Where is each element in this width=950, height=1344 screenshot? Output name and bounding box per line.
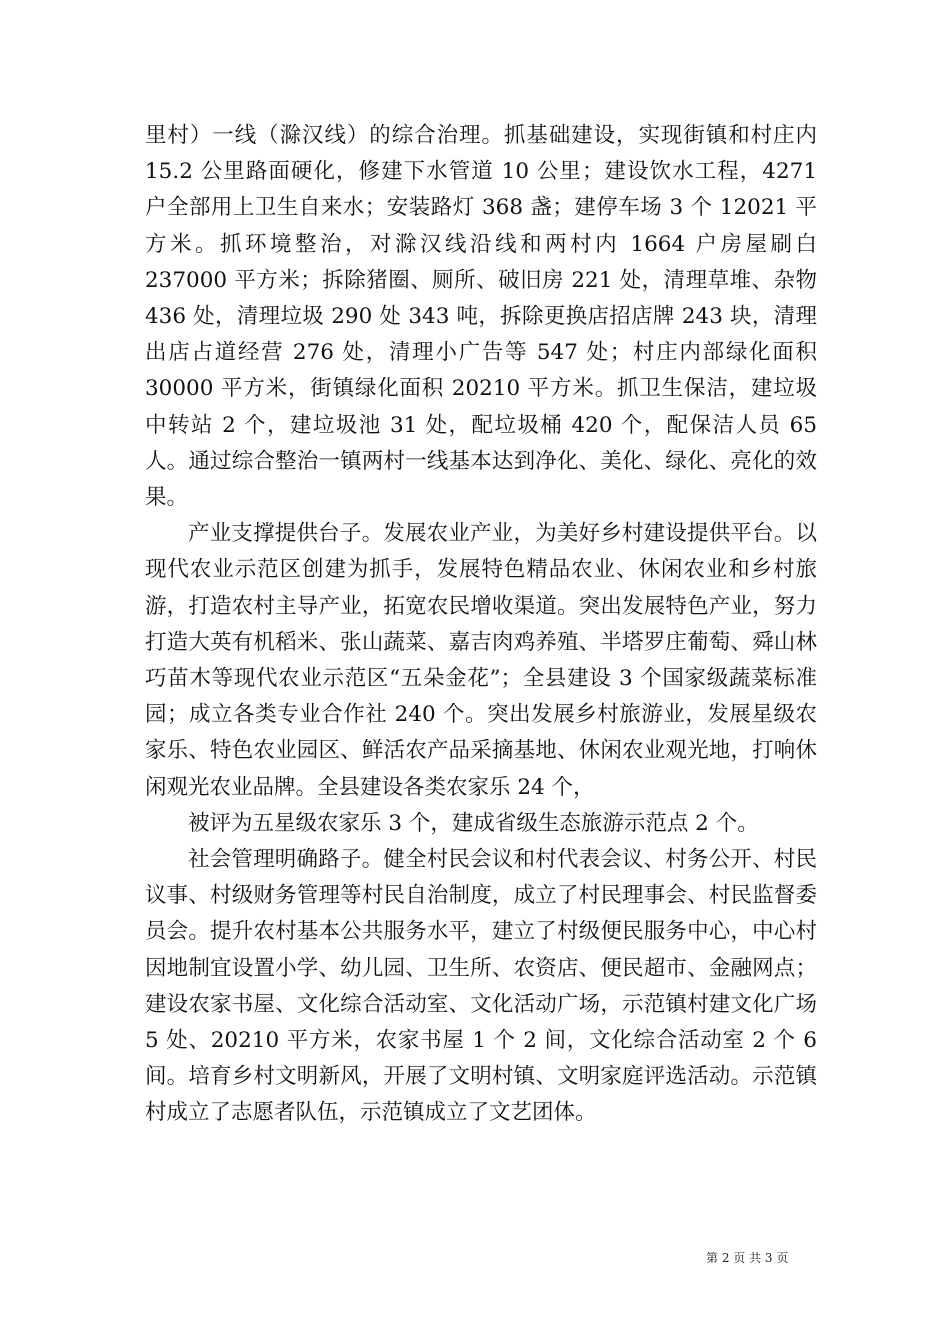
page-number: 第 2 页 共 3 页	[706, 1251, 789, 1265]
paragraph-continued: 里村）一线（滁汉线）的综合治理。抓基础建设，实现街镇和村庄内 15.2 公里路面硬化，修建下水管道 10 公里；建设饮水工程，4271 户全部用上卫生自来水；安装路灯 368 盏；建停车场 3 个 12021 平方米。抓环境整治，对滁汉线沿线和两村内 1664 户房屋刷白 237000 平方米；拆除猪圈、厕所、破旧房 221 处，清理草堆、杂物 436 处，清理垃圾 290 处 343 吨，拆除更换店招店牌 243 块，清理出店占道经营 276 处，清理小广告等 547 处；村庄内部绿化面积 30000 平方米，街镇绿化面积 20210 平方米。抓卫生保洁，建垃圾中转站 2 个，建垃圾池 31 处，配垃圾桶 420 个，配保洁人员 65 人。通过综合整治一镇两村一线基本达到净化、美化、绿化、亮化的效果。	[145, 123, 817, 511]
paragraph-industry-support: 产业支撑提供台子。发展农业产业，为美好乡村建设提供平台。以现代农业示范区创建为抓手，发展特色精品农业、休闲农业和乡村旅游，打造农村主导产业，拓宽农民增收渠道。突出发展特色产业，努力打造大英有机稻米、张山蔬菜、嘉吉肉鸡养殖、半塔罗庄葡萄、舜山林巧苗木等现代农业示范区“五朵金花”；全县建设 3 个国家级蔬菜标准园；成立各类专业合作社 240 个。突出发展乡村旅游业，发展星级农家乐、特色农业园区、鲜活农产品采摘基地、休闲农业观光地，打响休闲观光农业品牌。全县建设各类农家乐 24 个，	[145, 521, 817, 800]
paragraph-rating: 被评为五星级农家乐 3 个，建成省级生态旅游示范点 2 个。	[188, 810, 759, 836]
document-body	[145, 118, 817, 1132]
paragraph-social-management: 社会管理明确路子。健全村民会议和村代表会议、村务公开、村民议事、村级财务管理等村民自治制度，成立了村民理事会、村民监督委员会。提升农村基本公共服务水平，建立了村级便民服务中心，中心村因地制宜设置小学、幼儿园、卫生所、农资店、便民超市、金融网点；建设农家书屋、文化综合活动室、文化活动广场，示范镇村建文化广场 5 处、20210 平方米，农家书屋 1 个 2 间，文化综合活动室 2 个 6 间。培育乡村文明新风，开展了文明村镇、文明家庭评选活动。示范镇村成立了志愿者队伍，示范镇成立了文艺团体。	[145, 847, 817, 1126]
